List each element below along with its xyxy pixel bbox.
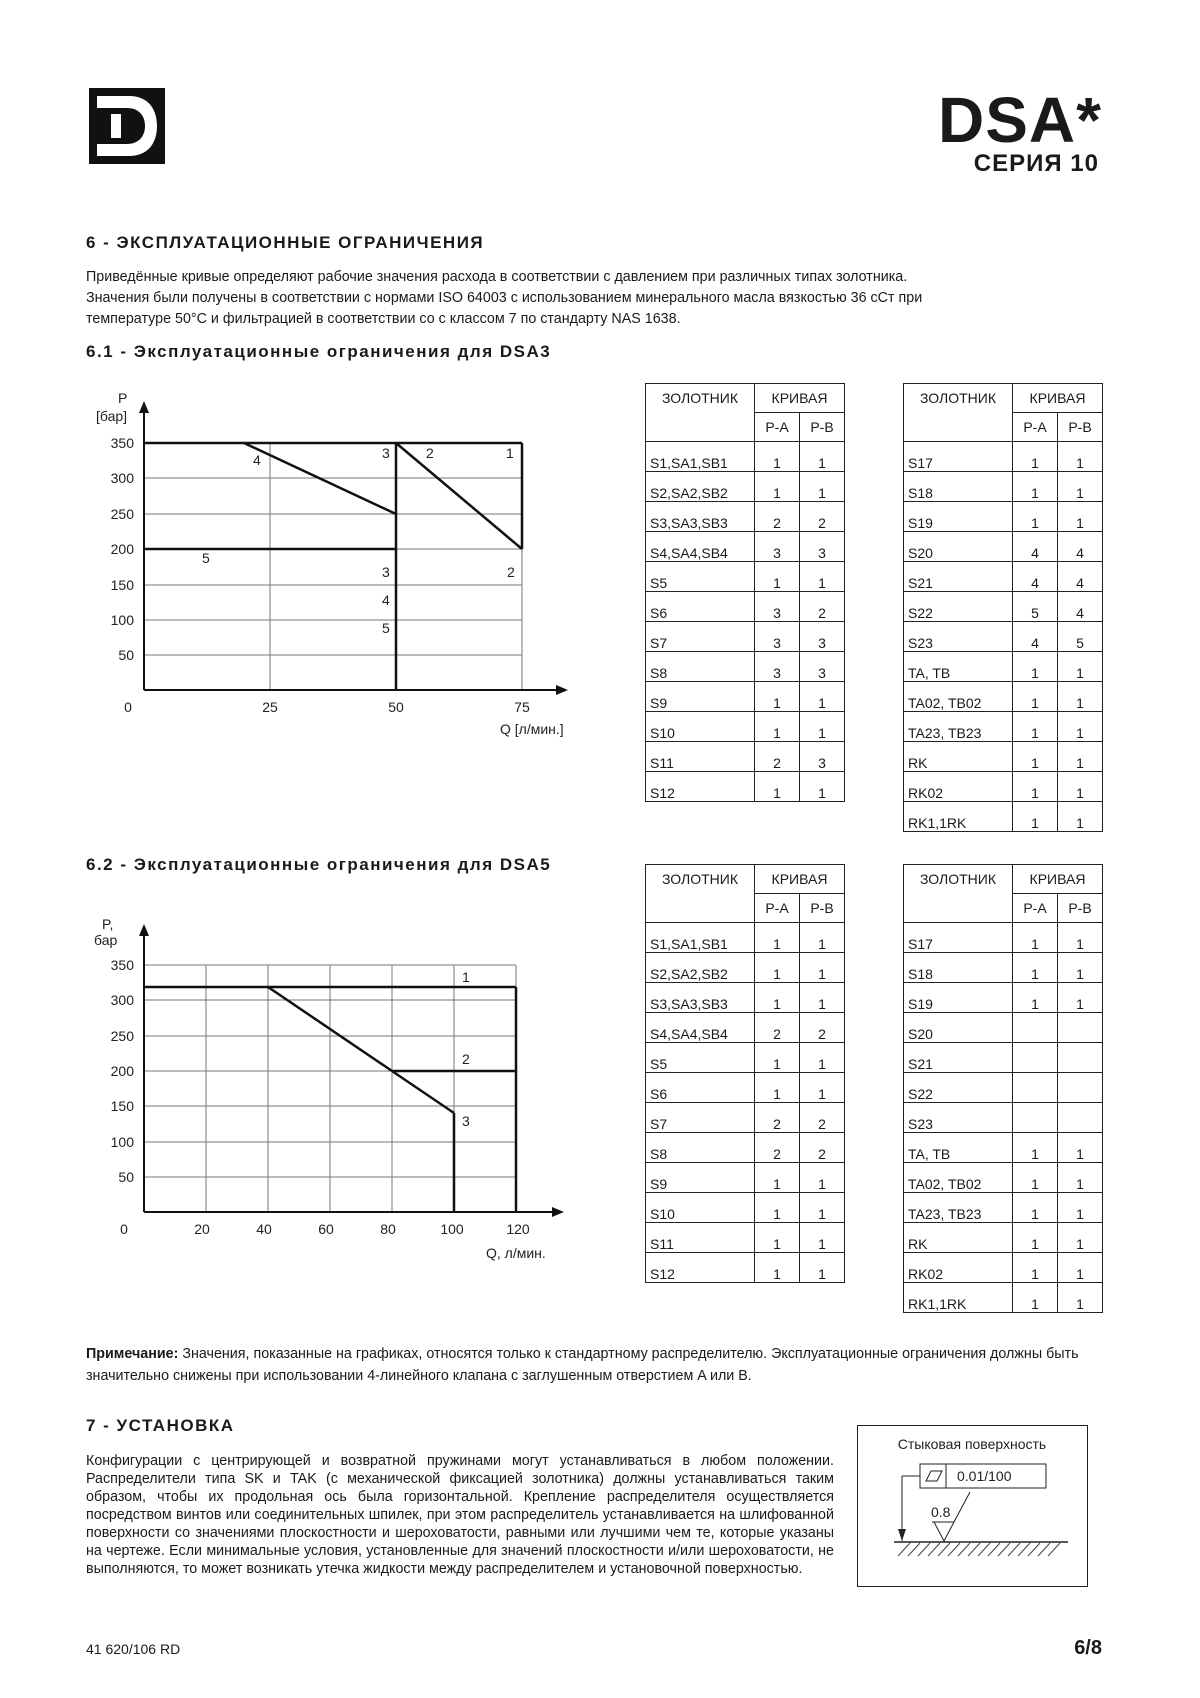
curve-pa-cell: 1 [755,1163,800,1193]
table-row [646,562,845,592]
curve-pa-cell: 1 [755,1193,800,1223]
table-row [904,1133,1103,1163]
curve-pb-cell: 2 [799,1133,844,1163]
spool-cell: S4,SA4,SB4 [646,1013,755,1043]
curve-pb-cell: 3 [799,652,844,682]
table-row [904,772,1103,802]
x-tick: 0 [120,1221,128,1237]
table-row [646,442,845,472]
spool-cell: S17 [904,923,1013,953]
curve-pb-cell: 1 [799,682,844,712]
table-row [904,472,1103,502]
col-header-spool: ЗОЛОТНИК [904,865,1013,923]
table-row [904,923,1103,953]
flatness-icon [926,1471,942,1481]
col-header-pb: P-B [799,894,844,923]
x-tick: 0 [124,699,132,715]
curve-pa-cell: 4 [1013,562,1058,592]
curve-pb-cell: 2 [799,592,844,622]
roughness-value: 0.8 [931,1504,951,1520]
dsa5-table-b [903,864,1103,1313]
table-row [646,502,845,532]
spool-cell: S17 [904,442,1013,472]
curve-pa-cell: 3 [755,592,800,622]
spool-cell: S7 [646,622,755,652]
curve-pa-cell: 1 [1013,1253,1058,1283]
spool-cell: S2,SA2,SB2 [646,472,755,502]
spool-cell: S3,SA3,SB3 [646,983,755,1013]
table-row [646,622,845,652]
col-header-pb: P-B [1057,894,1102,923]
y-tick: 150 [110,1098,134,1114]
spool-cell: S1,SA1,SB1 [646,442,755,472]
table-row [646,772,845,802]
y-tick: 300 [110,470,134,486]
table-row [904,1043,1103,1073]
section-6-title: 6 - ЭКСПЛУАТАЦИОННЫЕ ОГРАНИЧЕНИЯ [86,233,485,252]
table-row [904,502,1103,532]
spool-cell: S20 [904,1013,1013,1043]
x-tick: 60 [318,1221,334,1237]
curve-pa-cell: 1 [1013,742,1058,772]
curve-pb-cell: 1 [1057,1283,1102,1313]
curve-pb-cell: 1 [1057,682,1102,712]
table-row [646,1193,845,1223]
spool-cell: TA23, TB23 [904,1193,1013,1223]
curve-pb-cell: 1 [799,712,844,742]
y-tick: 300 [110,992,134,1008]
mounting-surface-box [857,1425,1088,1587]
curve-pa-cell: 3 [755,652,800,682]
spool-cell: S20 [904,532,1013,562]
table-row [646,472,845,502]
spool-cell: S1,SA1,SB1 [646,923,755,953]
section-6-2-title: 6.2 - Эксплуатационные ограничения для DSA5 [86,855,552,874]
curve-pa-cell: 2 [755,1103,800,1133]
col-header-pb: P-B [799,413,844,442]
spool-cell: S9 [646,1163,755,1193]
spool-cell: S8 [646,652,755,682]
col-header-curve: КРИВАЯ [755,865,845,894]
dsa3-graph [86,385,586,745]
y-tick: 50 [118,1169,134,1185]
spool-cell: S5 [646,562,755,592]
document-code: 41 620/106 RD [86,1641,181,1657]
curve-pb-cell: 4 [1057,562,1102,592]
y-tick: 350 [110,957,134,973]
table-row [646,953,845,983]
y-tick: 250 [110,506,134,522]
curve-pb-cell: 1 [1057,802,1102,832]
table-row [904,983,1103,1013]
dsa5-graph [86,912,586,1272]
spool-cell: TA02, TB02 [904,682,1013,712]
curve-pa-cell: 1 [1013,1283,1058,1313]
curve-pa-cell: 1 [1013,472,1058,502]
x-tick: 40 [256,1221,272,1237]
y-tick: 50 [118,647,134,663]
curve-pb-cell [1057,1013,1102,1043]
curve-pa-cell: 1 [755,442,800,472]
series-label: СЕРИЯ 10 [973,150,1099,177]
table-row [904,1283,1103,1313]
col-header-pa: P-A [1013,413,1058,442]
curve-pa-cell: 1 [1013,1223,1058,1253]
y-tick: 100 [110,1134,134,1150]
table-row [646,1043,845,1073]
spool-cell: RK [904,1223,1013,1253]
spool-cell: TA23, TB23 [904,712,1013,742]
table-row [646,923,845,953]
note-label: Примечание: [86,1346,179,1362]
x-tick: 120 [506,1221,530,1237]
curve-pb-cell: 5 [1057,622,1102,652]
spool-cell: RK02 [904,772,1013,802]
table-row [646,1103,845,1133]
y-axis-label: P, [102,916,114,932]
curve-pa-cell: 1 [755,682,800,712]
curve-pa-cell: 1 [1013,1133,1058,1163]
curve-label: 3 [382,445,390,461]
col-header-curve: КРИВАЯ [755,384,845,413]
curve-pa-cell: 1 [1013,953,1058,983]
table-row [646,1223,845,1253]
y-tick: 150 [110,577,134,593]
curve-pb-cell: 1 [1057,442,1102,472]
curve-pb-cell: 2 [799,1103,844,1133]
table-row [904,592,1103,622]
model-title: DSA* [937,84,1102,156]
curve-pb-cell: 1 [799,1163,844,1193]
dsa3-table-b [903,383,1103,832]
table-row [904,1103,1103,1133]
y-tick: 100 [110,612,134,628]
curve-pb-cell: 4 [1057,532,1102,562]
curve-pa-cell: 3 [755,532,800,562]
col-header-pa: P-A [755,413,800,442]
col-header-pb: P-B [1057,413,1102,442]
curve-label: 5 [382,620,390,636]
spool-cell: S19 [904,502,1013,532]
table-row [904,712,1103,742]
dsa3-table-a [645,383,845,802]
curve-label: 1 [506,445,514,461]
curve-pa-cell: 1 [1013,682,1058,712]
curve-pa-cell: 1 [1013,442,1058,472]
curve-pb-cell [1057,1043,1102,1073]
table-row [646,682,845,712]
curve-pa-cell [1013,1073,1058,1103]
curve-pa-cell: 1 [755,1073,800,1103]
y-tick: 200 [110,541,134,557]
table-row [646,532,845,562]
spool-cell: S23 [904,1103,1013,1133]
x-tick: 100 [440,1221,464,1237]
table-row [904,532,1103,562]
curve-pb-cell: 1 [799,772,844,802]
curve-pb-cell: 1 [799,1223,844,1253]
curve-pa-cell: 2 [755,742,800,772]
curve-pa-cell: 3 [755,622,800,652]
curve-pa-cell: 1 [1013,923,1058,953]
curve-pb-cell: 2 [799,502,844,532]
company-logo [89,88,165,164]
curve-pa-cell: 1 [1013,502,1058,532]
y-axis-label: P [118,390,128,406]
spool-cell: S6 [646,1073,755,1103]
table-row [904,1073,1103,1103]
spool-cell: S18 [904,953,1013,983]
curve-pa-cell: 1 [1013,1163,1058,1193]
spool-cell: S23 [904,622,1013,652]
curve-label: 2 [507,564,515,580]
y-axis-unit: бар [94,932,118,948]
curve-pa-cell: 1 [1013,772,1058,802]
curve-pb-cell: 1 [799,923,844,953]
y-tick: 200 [110,1063,134,1079]
col-header-curve: КРИВАЯ [1013,865,1103,894]
table-row [646,983,845,1013]
spool-cell: S9 [646,682,755,712]
curve-pb-cell: 1 [799,442,844,472]
intro-line: Значения были получены в соответствии с нормами ISO 64003 с использованием минерального масла вязкостью 36 сСт при [86,290,923,306]
curve-pa-cell: 1 [755,1253,800,1283]
y-tick: 250 [110,1028,134,1044]
installation-text: Конфигурации с центрирующей и возвратной пружинами могут устанавливаться в любом положении. Распределители типа SK и TAK (с механической фиксацией золотника) должны устанавливаться таким образом, чтобы их продольная ось была горизонтальной. Крепление распределителя осуществляется посредством винтов или соединительных шпилек, при этом распределитель устанавливается на шлифованной поверхности со значениями плоскостности и шероховатости, равными или лучшими чем те, которые указаны на чертеже. Если минимальные условия, установленные для значений плоскостности и/или шероховатости, не выполняются, то может возникать утечка жидкости между распределителем и установочной поверхностью. [86,1453,834,1577]
table-row [646,1073,845,1103]
curve-label: 3 [382,564,390,580]
section-6-1-title: 6.1 - Эксплуатационные ограничения для DSA3 [86,342,552,361]
col-header-spool: ЗОЛОТНИК [646,384,755,442]
page-number: 6/8 [1074,1637,1102,1659]
note-paragraph [86,1343,1100,1387]
spool-cell: S4,SA4,SB4 [646,532,755,562]
spool-cell: S3,SA3,SB3 [646,502,755,532]
dsa5-table-a [645,864,845,1283]
col-header-pa: P-A [1013,894,1058,923]
table-row [904,742,1103,772]
curve-pa-cell: 1 [1013,802,1058,832]
curve-pb-cell: 1 [1057,1253,1102,1283]
curve-label: 2 [462,1051,470,1067]
curve-pb-cell: 1 [1057,472,1102,502]
curve-pa-cell: 1 [755,772,800,802]
curve-pa-cell: 1 [755,712,800,742]
curve-pb-cell: 1 [799,1253,844,1283]
table-row [646,742,845,772]
curve-pb-cell: 1 [1057,502,1102,532]
curve-pa-cell: 2 [755,1133,800,1163]
spool-cell: S5 [646,1043,755,1073]
x-tick: 80 [380,1221,396,1237]
curve-pb-cell: 2 [799,1013,844,1043]
curve-pb-cell: 1 [799,1043,844,1073]
table-row [904,1223,1103,1253]
curve-pa-cell: 1 [755,983,800,1013]
spool-cell: RK1,1RK [904,802,1013,832]
table-row [646,712,845,742]
spool-cell: S7 [646,1103,755,1133]
spool-cell: S11 [646,1223,755,1253]
intro-line: температуре 50°C и фильтрацией в соответствии со с классом 7 по стандарту NAS 1638. [86,311,681,327]
y-axis-unit: [бар] [96,408,128,424]
curve-pa-cell [1013,1103,1058,1133]
note-text: Значения, показанные на графиках, относятся только к стандартному распределителю. Эксплуатационные ограничения должны быть значительно снижены при использовании 4-линейного клапана с заглушенным отверстием A или B. [86,1346,1079,1384]
table-row [904,442,1103,472]
table-row [646,1133,845,1163]
curve-pb-cell: 1 [1057,1223,1102,1253]
curve-pb-cell: 1 [1057,742,1102,772]
table-row [904,1193,1103,1223]
section-7-title: 7 - УСТАНОВКА [86,1416,235,1435]
curve-pb-cell: 1 [1057,1133,1102,1163]
table-row [904,1253,1103,1283]
spool-cell: S2,SA2,SB2 [646,953,755,983]
curve-pb-cell: 1 [1057,772,1102,802]
curve-pa-cell: 5 [1013,592,1058,622]
curve-pa-cell: 1 [755,953,800,983]
spool-cell: S12 [646,772,755,802]
spool-cell: S21 [904,1043,1013,1073]
spool-cell: S12 [646,1253,755,1283]
curve-pa-cell: 2 [755,1013,800,1043]
curve-pa-cell: 1 [755,562,800,592]
curve-label: 3 [462,1113,470,1129]
curve-label: 2 [426,445,434,461]
col-header-curve: КРИВАЯ [1013,384,1103,413]
table-row [646,652,845,682]
curve-pa-cell: 1 [1013,652,1058,682]
curve-pb-cell: 1 [799,1073,844,1103]
table-row [904,562,1103,592]
curve-pb-cell: 4 [1057,592,1102,622]
surface-title: Стыковая поверхность [897,1436,1047,1452]
x-axis-label: Q [л/мин.] [500,721,564,737]
curve-pa-cell: 1 [1013,1193,1058,1223]
table-row [646,592,845,622]
table-row [646,1253,845,1283]
curve-pa-cell: 2 [755,502,800,532]
roughness-icon [932,1522,954,1541]
x-tick: 75 [514,699,530,715]
x-tick: 20 [194,1221,210,1237]
spool-cell: RK [904,742,1013,772]
curve-pb-cell: 3 [799,622,844,652]
table-row [904,652,1103,682]
curve-pb-cell: 3 [799,532,844,562]
curve-pb-cell: 1 [799,562,844,592]
curve-pa-cell [1013,1013,1058,1043]
curve-pa-cell: 1 [755,1223,800,1253]
curve-pb-cell: 1 [799,953,844,983]
curve-pa-cell: 4 [1013,532,1058,562]
table-row [904,1163,1103,1193]
curve-pa-cell: 1 [755,472,800,502]
curve-pb-cell [1057,1103,1102,1133]
curve-pa-cell: 1 [755,923,800,953]
curve-pb-cell: 1 [799,1193,844,1223]
curve-pa-cell: 1 [755,1043,800,1073]
curve-pb-cell: 1 [1057,652,1102,682]
table-row [904,802,1103,832]
spool-cell: S22 [904,1073,1013,1103]
curve-pb-cell: 1 [1057,712,1102,742]
curve-pb-cell: 1 [1057,1193,1102,1223]
x-axis-label: Q, л/мин. [486,1245,546,1261]
curve-pb-cell [1057,1073,1102,1103]
col-header-spool: ЗОЛОТНИК [904,384,1013,442]
x-tick: 25 [262,699,278,715]
spool-cell: RK1,1RK [904,1283,1013,1313]
table-row [904,682,1103,712]
spool-cell: S22 [904,592,1013,622]
flatness-value: 0.01/100 [957,1468,1012,1484]
curve-pb-cell: 1 [1057,1163,1102,1193]
curve-pa-cell: 4 [1013,622,1058,652]
spool-cell: S21 [904,562,1013,592]
col-header-pa: P-A [755,894,800,923]
table-row [904,1013,1103,1043]
x-tick: 50 [388,699,404,715]
table-row [646,1163,845,1193]
spool-cell: S18 [904,472,1013,502]
spool-cell: RK02 [904,1253,1013,1283]
curve-pa-cell: 1 [1013,983,1058,1013]
curve-pb-cell: 1 [1057,923,1102,953]
section-6-intro [86,267,1100,330]
curve-label: 4 [253,452,261,468]
curve-label: 5 [202,550,210,566]
y-tick: 350 [110,435,134,451]
curve-pa-cell [1013,1043,1058,1073]
table-row [904,622,1103,652]
curve-label: 1 [462,969,470,985]
spool-cell: S8 [646,1133,755,1163]
col-header-spool: ЗОЛОТНИК [646,865,755,923]
spool-cell: S11 [646,742,755,772]
curve-pb-cell: 1 [1057,983,1102,1013]
curve-pb-cell: 1 [799,983,844,1013]
spool-cell: S6 [646,592,755,622]
spool-cell: TA, TB [904,1133,1013,1163]
curve-pb-cell: 1 [1057,953,1102,983]
spool-cell: TA, TB [904,652,1013,682]
curve-pb-cell: 1 [799,472,844,502]
curve-pb-cell: 3 [799,742,844,772]
spool-cell: S10 [646,712,755,742]
curve-label: 4 [382,592,390,608]
table-row [646,1013,845,1043]
curve-pa-cell: 1 [1013,712,1058,742]
intro-line: Приведённые кривые определяют рабочие значения расхода в соответствии с давлением при различных типах золотника. [86,269,908,285]
spool-cell: S10 [646,1193,755,1223]
spool-cell: TA02, TB02 [904,1163,1013,1193]
spool-cell: S19 [904,983,1013,1013]
table-row [904,953,1103,983]
